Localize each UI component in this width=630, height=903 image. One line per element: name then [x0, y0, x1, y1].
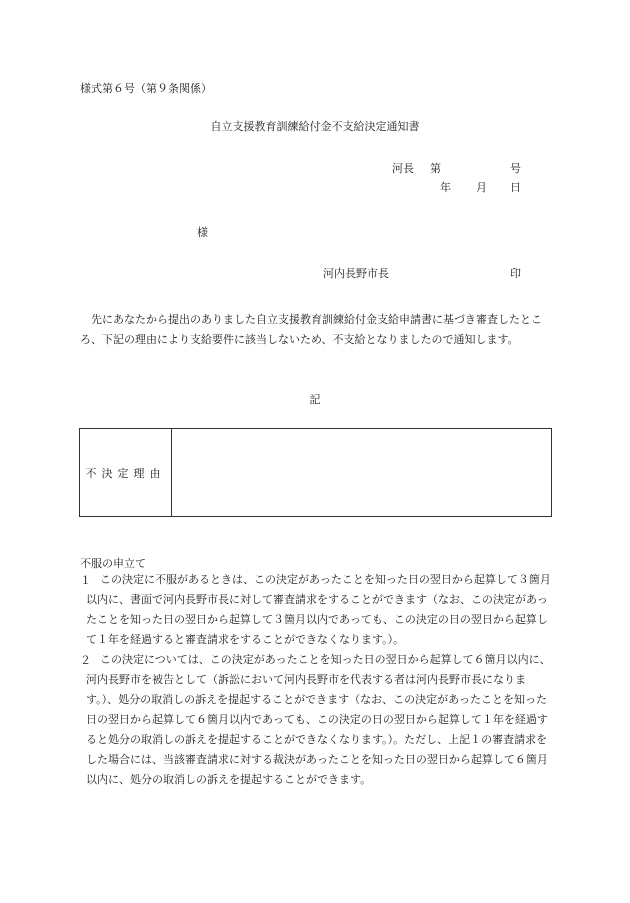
reference-city-prefix: 河長: [392, 162, 414, 175]
reference-go: 号: [510, 162, 521, 175]
date-day: 日: [510, 181, 521, 194]
document-title: 自立支援教育訓練給付金不支給決定通知書: [210, 120, 420, 133]
date-month: 月: [476, 181, 487, 194]
appeal-item-number: １: [80, 574, 91, 587]
reason-value: [172, 429, 551, 516]
appeal-item-number: ２: [80, 654, 91, 667]
ki-heading: 記: [309, 393, 321, 406]
form-number: 様式第６号（第９条関係）: [80, 82, 212, 95]
appeal-item-text: この決定については、この決定があったことを知った日の翌日から起算して６箇月以内に、河内長野市を被告として（訴訟において河内長野市を代表する者は河内長野市長になります。）、処分の取消しの訴えを提起することができます（なお、この決定があったことを知った日の翌日から起算して６箇月以内であっても、この決定の日の翌日から起算して１年を経過すると処分の取消しの訴えを提起することができなくなります。）。ただし、上記１の審査請求をした場合には、当該審査請求に対する裁決があったことを知った日の翌日から起算して６箇月以内に、処分の取消しの訴えを提起することができます。: [86, 653, 551, 786]
appeal-item-text: この決定に不服があるときは、この決定があったことを知った日の翌日から起算して３箇月以内に、書面で河内長野市長に対して審査請求をすることができます（なお、この決定があったことを知った日の翌日から起算して３箇月以内であっても、この決定の日の翌日から起算して１年を経過すると審査請求をすることができなくなります。）。: [86, 573, 551, 646]
addressee-honorific: 様: [197, 226, 208, 239]
reference-dai: 第: [430, 162, 441, 175]
notice-body: 先にあなたから提出のありました自立支援教育訓練給付金支給申請書に基づき審査したところ、下記の理由により支給要件に該当しないため、不支給となりましたので通知します。: [80, 313, 542, 346]
issuer-seal: 印: [510, 267, 521, 280]
reason-table: [79, 428, 552, 517]
date-year: 年: [440, 181, 451, 194]
reason-label: 不決定理由: [80, 429, 172, 516]
appeal-heading: 不服の申立て: [80, 557, 146, 570]
issuer-mayor: 河内長野市長: [323, 267, 389, 280]
